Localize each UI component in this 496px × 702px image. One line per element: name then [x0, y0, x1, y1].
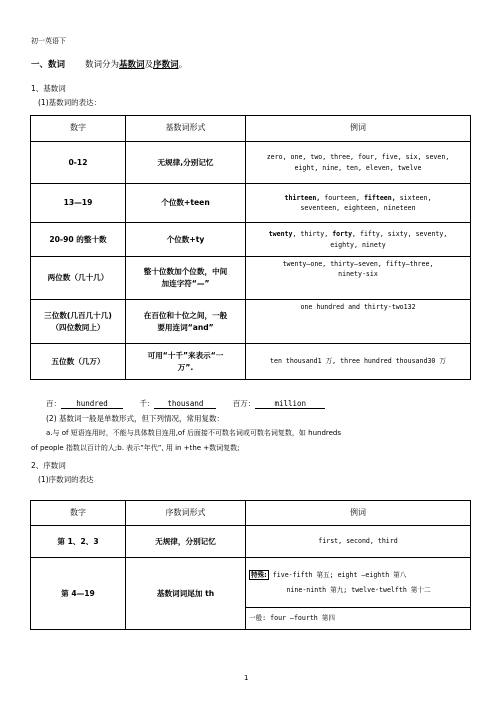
- row-form: 个位数+ty: [126, 223, 246, 257]
- note-a-line2: of people 指数以百计的人;b. 表示”年代”, 用 in +the +数词复数;: [31, 444, 240, 452]
- units-line: [46, 398, 325, 409]
- row-number: 20-90 的整十数: [31, 223, 126, 257]
- row-example-general: 一般: four —fourth 第四: [246, 608, 471, 630]
- section-text: 数词分为: [85, 60, 120, 70]
- example-line: eighty, ninety: [330, 240, 386, 249]
- example-line: ninety-six: [338, 270, 378, 279]
- cardinal-term: 基数词: [119, 60, 145, 70]
- subsection-ordinal: 2、序数词: [31, 461, 66, 470]
- special-label: 特殊:: [251, 571, 267, 580]
- header-example: 例词: [246, 501, 471, 526]
- example-line: [248, 229, 468, 239]
- table-row: [31, 558, 471, 608]
- section-number: 一、数词: [31, 60, 66, 70]
- header-form: 基数词形式: [126, 116, 246, 142]
- thousand-label: 千：: [139, 399, 155, 408]
- row-number: 两位数（几十几）: [31, 257, 126, 300]
- row-form: [126, 300, 246, 344]
- page-number: 1: [244, 674, 249, 682]
- page-header: 初一英语下: [31, 37, 66, 45]
- ordinal-term: 序数词: [153, 60, 179, 70]
- form-line: 加连字符“—”: [161, 279, 210, 288]
- header-form: 序数词形式: [126, 501, 246, 526]
- header-example: 例词: [246, 116, 471, 142]
- million-word: million: [255, 399, 325, 409]
- row-number: 第 1、2、3: [31, 526, 126, 558]
- row-example: first, second, third: [246, 526, 471, 558]
- example-line: eight, nine, ten, eleven, twelve: [294, 163, 422, 172]
- number-line: （四位数同上）: [51, 322, 105, 332]
- row-form: [126, 344, 246, 380]
- row-example: ten thousand1 万, three hundred thousand30 万: [246, 344, 471, 380]
- table-row: [31, 184, 471, 223]
- thousand-word: thousand: [154, 399, 216, 409]
- row-example: [246, 558, 471, 608]
- table-row: [31, 300, 471, 344]
- cardinal-table: [30, 115, 471, 380]
- example-line: seventeen, eighteen, nineteen: [300, 204, 416, 212]
- form-line: 万”.: [177, 362, 194, 372]
- row-example: [246, 184, 471, 223]
- row-number: 0-12: [31, 142, 126, 184]
- ordinal-table: [30, 500, 471, 630]
- word: five-fifth 第五; eight —eighth 第八: [268, 571, 407, 580]
- word: , thirty,: [292, 230, 333, 239]
- table-header-row: [31, 116, 471, 142]
- row-form: 个位数+teen: [126, 184, 246, 223]
- bold-word: thirteen,: [284, 193, 321, 202]
- example-line: twenty—one, thirty—seven, fifty—three,: [282, 260, 434, 268]
- hundred-word: hundred: [61, 399, 123, 409]
- note-plural: (2) 基数词一般是单数形式，但下列情况，常用复数：: [46, 414, 225, 423]
- row-example: [246, 142, 471, 184]
- hundred-label: 百：: [46, 399, 61, 408]
- example-line: zero, one, two, three, four, five, six, seven,: [266, 153, 450, 162]
- row-example: [246, 223, 471, 257]
- form-line: 可用“十千”来表示“一: [147, 350, 224, 360]
- section-end: 。: [178, 60, 188, 70]
- subsection-cardinal: 1、基数词: [31, 84, 66, 93]
- row-form: [126, 257, 246, 300]
- table-row: [31, 142, 471, 184]
- example-line: [249, 570, 468, 580]
- table-row: [31, 344, 471, 380]
- form-line: 要用连词“and”: [157, 322, 214, 332]
- number-line: 三位数(几百几十几): [44, 310, 112, 320]
- section-and: 及: [144, 60, 154, 70]
- note-a-line1: a.与 of 短语连用时，不能与具体数目连用,of 后面接不可数名词或可数名词复数，如 hundreds: [46, 429, 342, 437]
- form-line: 在百位和十位之间，一般: [143, 310, 228, 320]
- row-form: 基数词词尾加 th: [126, 558, 246, 630]
- row-number: 五位数（几万）: [31, 344, 126, 380]
- table-row: [31, 223, 471, 257]
- million-label: 百万：: [232, 399, 256, 408]
- table-row: [31, 257, 471, 300]
- section-title: [31, 58, 187, 70]
- example-line: nine-ninth 第九; twelve-twelfth 第十二: [286, 585, 431, 594]
- row-number: [31, 300, 126, 344]
- row-form: 无规律，分别记忆: [126, 526, 246, 558]
- header-number: 数字: [31, 116, 126, 142]
- row-number: 第 4—19: [31, 558, 126, 630]
- bold-word: fifteen,: [363, 193, 396, 202]
- example-line: one hundred and thirty-two132: [300, 303, 416, 311]
- table-header-row: [31, 501, 471, 526]
- example-line: [248, 193, 468, 203]
- subsection-ordinal-expression: (1)序数词的表达: [38, 475, 94, 484]
- row-example: [246, 300, 471, 344]
- form-line: 整十位数加个位数，中间: [143, 267, 228, 277]
- word: sixteen,: [395, 193, 432, 202]
- subsection-cardinal-expression: (1)基数词的表达：: [38, 98, 102, 107]
- row-number: 13—19: [31, 184, 126, 223]
- table-row: [31, 526, 471, 558]
- header-number: 数字: [31, 501, 126, 526]
- row-example: [246, 257, 471, 300]
- bold-word: forty: [332, 230, 353, 239]
- row-form: 无规律,分别记忆: [126, 142, 246, 184]
- bold-word: twenty: [268, 230, 293, 239]
- word: , fifty, sixty, seventy,: [352, 230, 448, 239]
- word: fourteen,: [320, 193, 364, 202]
